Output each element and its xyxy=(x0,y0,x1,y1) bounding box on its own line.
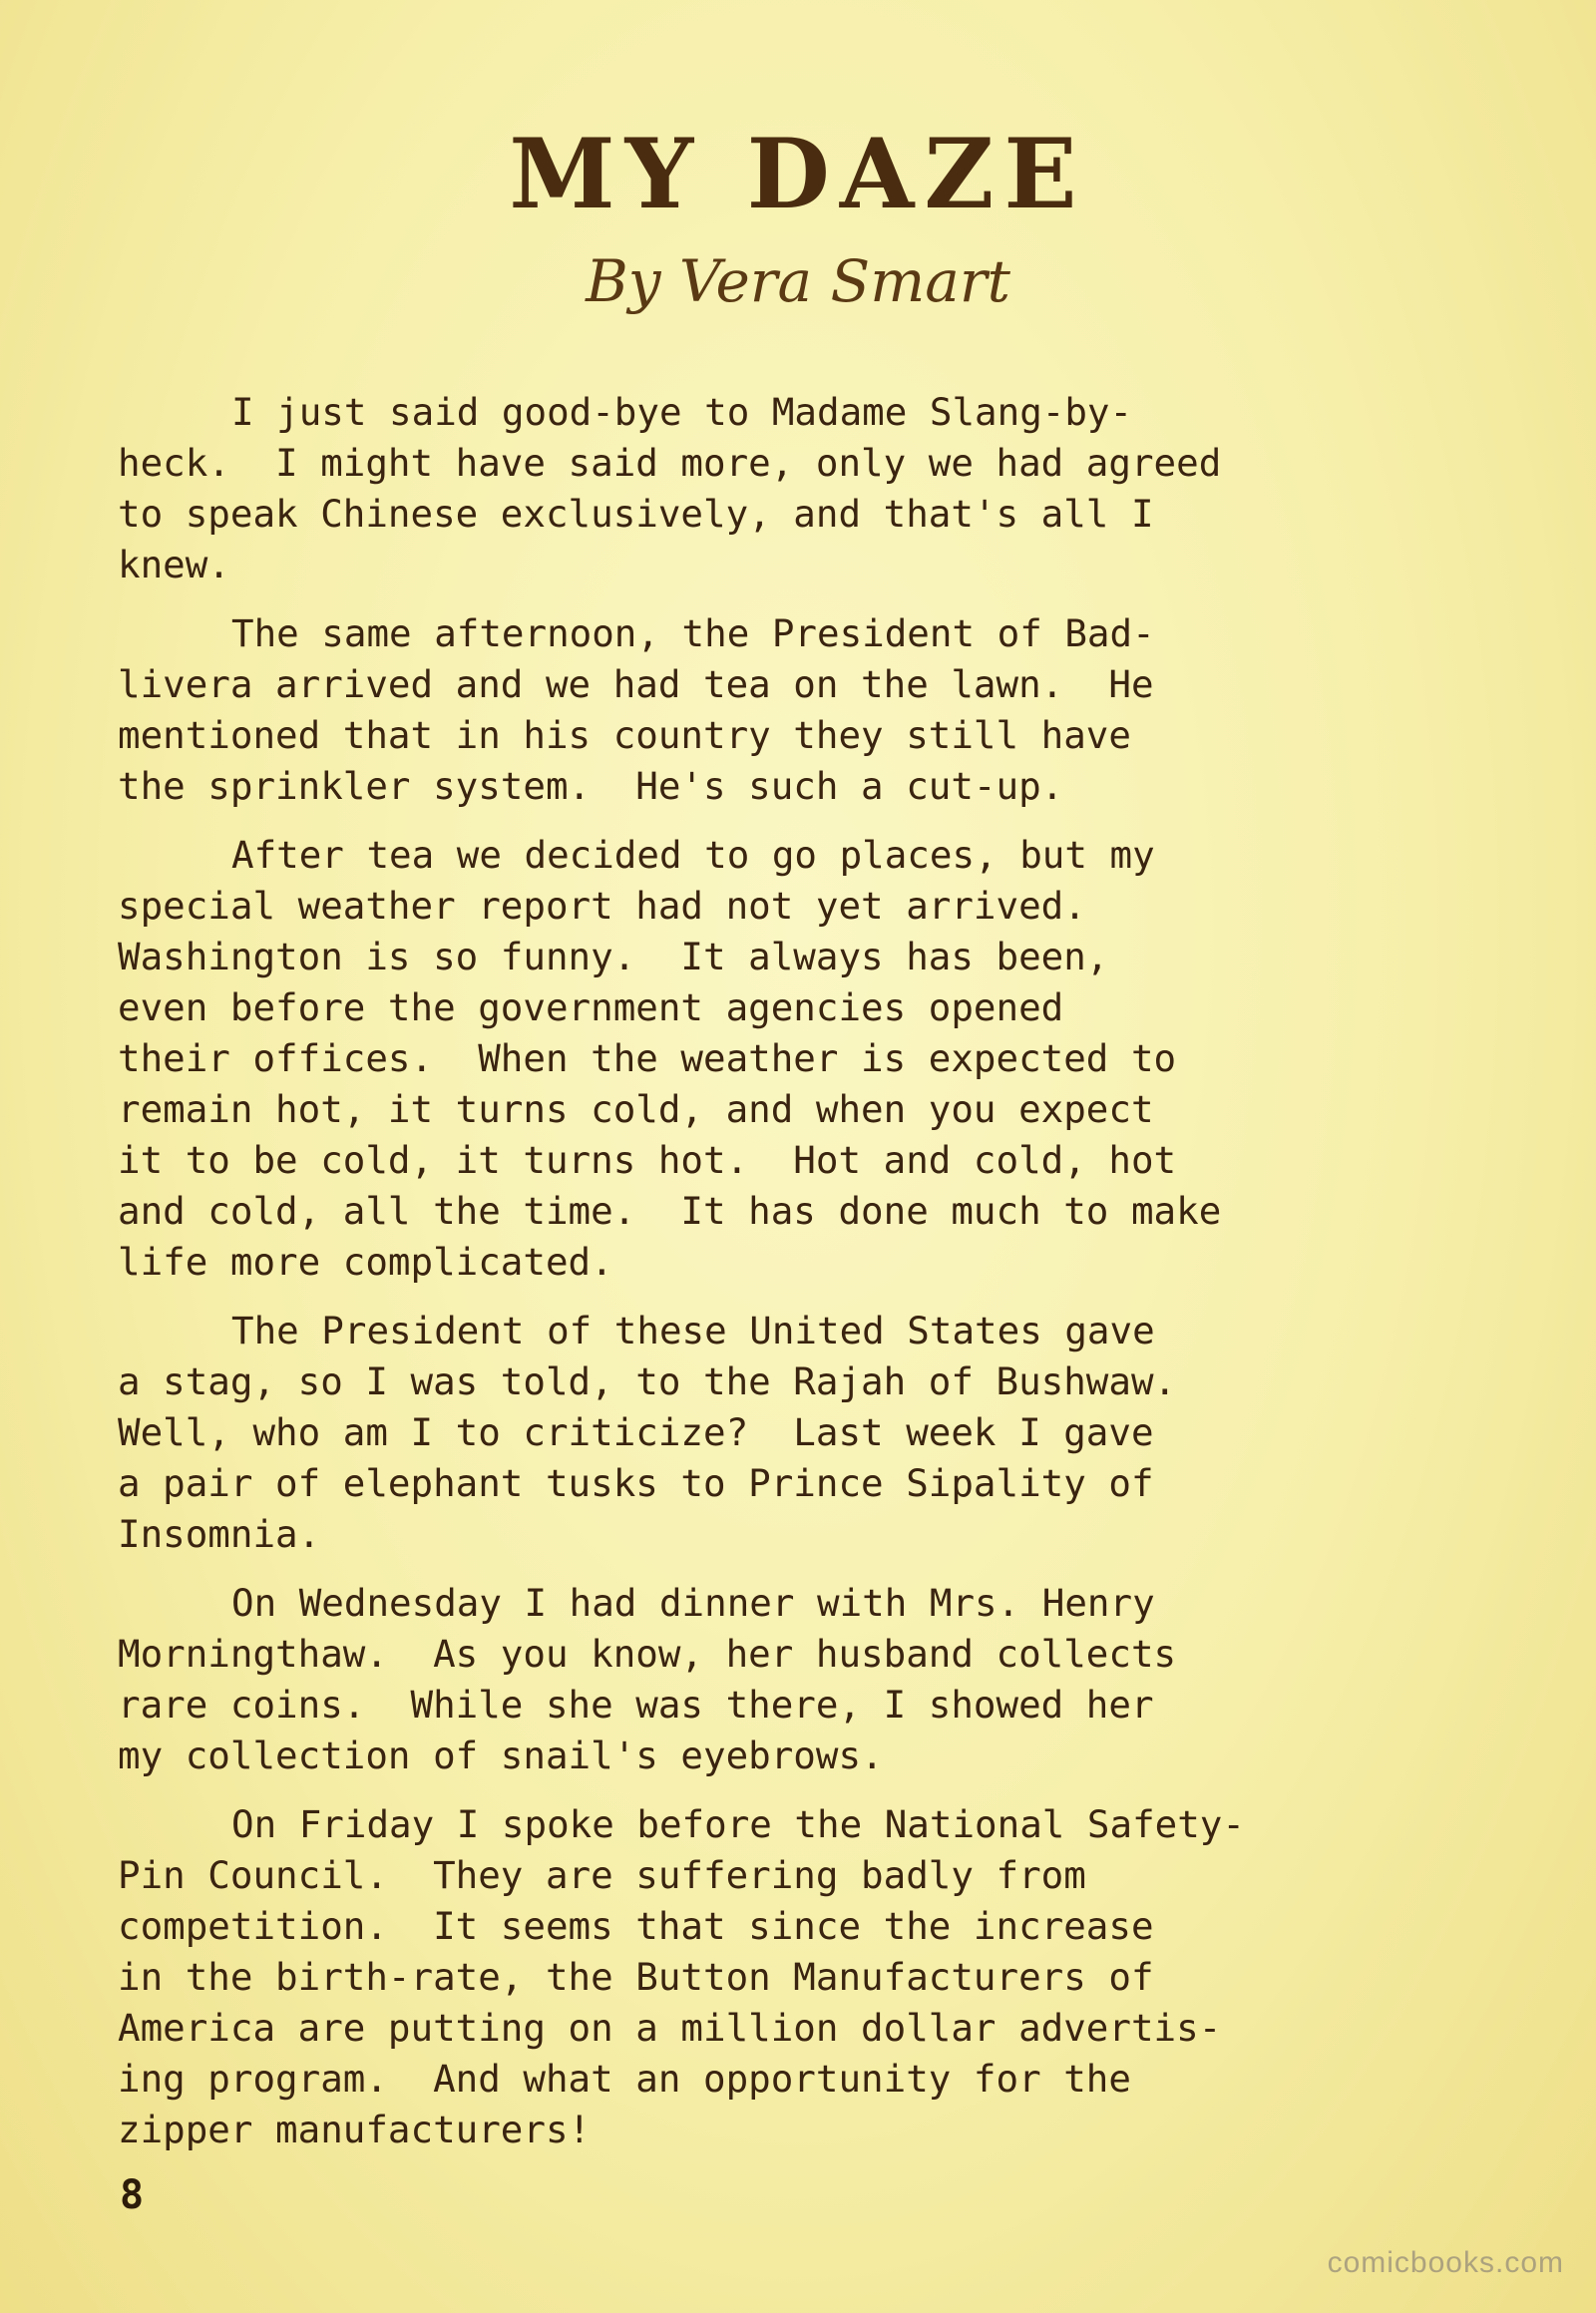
text-line: remain hot, it turns cold, and when you expect xyxy=(118,1087,1154,1131)
text-line: livera arrived and we had tea on the lawn. He xyxy=(118,662,1154,706)
text-line: a stag, so I was told, to the Rajah of Bushwaw. xyxy=(118,1359,1177,1403)
text-line: it to be cold, it turns hot. Hot and cold, hot xyxy=(118,1138,1177,1182)
text-line: competition. It seems that since the increase xyxy=(118,1904,1154,1948)
paragraph-5 xyxy=(118,1578,1464,1781)
text-line: life more complicated. xyxy=(118,1240,613,1284)
text-line: On Friday I spoke before the National Safety- xyxy=(231,1802,1245,1846)
text-line: my collection of snail's eyebrows. xyxy=(118,1734,884,1777)
text-line: After tea we decided to go places, but my xyxy=(231,833,1155,877)
text-line: Morningthaw. As you know, her husband collects xyxy=(118,1632,1177,1676)
text-line: rare coins. While she was there, I showed her xyxy=(118,1683,1154,1727)
text-line: On Wednesday I had dinner with Mrs. Henry xyxy=(231,1581,1155,1625)
text-line: in the birth-rate, the Button Manufacturers of xyxy=(118,1955,1154,1999)
text-line: heck. I might have said more, only we had agreed xyxy=(118,441,1222,485)
text-line: the sprinkler system. He's such a cut-up. xyxy=(118,764,1064,808)
paragraph-6 xyxy=(118,1799,1464,2155)
text-line: mentioned that in his country they still have xyxy=(118,713,1131,757)
text-line: America are putting on a million dollar advertis- xyxy=(118,2006,1222,2050)
text-line: Pin Council. They are suffering badly from xyxy=(118,1853,1086,1897)
text-line: even before the government agencies opened xyxy=(118,985,1064,1029)
text-line: Washington is so funny. It always has been, xyxy=(118,935,1109,978)
text-line: a pair of elephant tusks to Prince Sipality of xyxy=(118,1461,1154,1505)
article-byline: By Vera Smart xyxy=(586,247,1010,315)
site-watermark: comicbooks.com xyxy=(1327,2246,1564,2279)
paragraph-1 xyxy=(118,387,1464,590)
text-line: The same afternoon, the President of Bad- xyxy=(231,611,1155,655)
paragraph-3 xyxy=(118,830,1464,1288)
text-line: zipper manufacturers! xyxy=(118,2108,592,2151)
text-line: ing program. And what an opportunity for the xyxy=(118,2057,1131,2101)
text-line: special weather report had not yet arrived. xyxy=(118,884,1086,928)
text-line: knew. xyxy=(118,543,230,586)
paragraph-2 xyxy=(118,608,1464,812)
text-line: their offices. When the weather is expected to xyxy=(118,1036,1177,1080)
article-title: MY DAZE xyxy=(509,118,1087,230)
text-line: and cold, all the time. It has done much to make xyxy=(118,1189,1222,1233)
page-number: 8 xyxy=(120,2172,145,2218)
text-line: The President of these United States gave xyxy=(231,1309,1155,1352)
text-line: Well, who am I to criticize? Last week I gave xyxy=(118,1410,1154,1454)
article-body xyxy=(118,387,1464,2173)
text-line: I just said good-bye to Madame Slang-by- xyxy=(231,390,1133,434)
paragraph-4 xyxy=(118,1306,1464,1560)
text-line: Insomnia. xyxy=(118,1512,321,1556)
text-line: to speak Chinese exclusively, and that's all I xyxy=(118,492,1154,536)
